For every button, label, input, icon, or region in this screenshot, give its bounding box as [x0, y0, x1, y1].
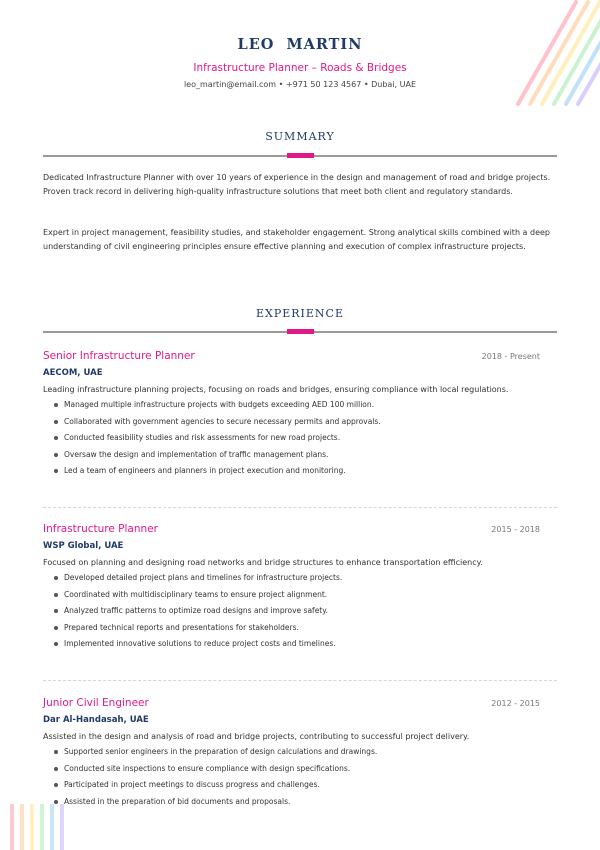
job-title: Infrastructure Planner	[43, 523, 158, 535]
job-bullet-list	[43, 397, 557, 480]
contact-info: leo_martin@email.com • +971 50 123 4567 • Dubai, UAE	[183, 80, 417, 89]
job-bullet: Conducted site inspections to ensure compliance with design specifications.	[43, 761, 557, 778]
job-headline: Infrastructure Planner – Roads & Bridges	[193, 62, 407, 74]
experience-accent-bar	[287, 329, 314, 334]
job-bullet: Oversaw the design and implementation of traffic management plans.	[43, 447, 557, 464]
candidate-name: LEO MARTIN	[237, 36, 363, 53]
job-entry	[43, 350, 557, 480]
experience-heading: EXPERIENCE	[255, 307, 345, 320]
company-name: AECOM, UAE	[43, 368, 103, 378]
job-dates: 2018 - Present	[481, 352, 540, 361]
resume-header	[0, 36, 600, 89]
job-entry	[43, 523, 557, 653]
job-bullet: Implemented innovative solutions to reduce project costs and timelines.	[43, 636, 557, 653]
job-summary: Focused on planning and designing road networks and bridge structures to enhance transportation efficiency.	[43, 558, 483, 567]
job-bullet: Coordinated with multidisciplinary teams to ensure project alignment.	[43, 587, 557, 604]
job-bullet: Prepared technical reports and presentations for stakeholders.	[43, 620, 557, 637]
company-name: Dar Al-Handasah, UAE	[43, 715, 149, 725]
job-bullet-list	[43, 744, 557, 810]
summary-heading: SUMMARY	[265, 130, 335, 143]
job-separator	[43, 680, 557, 681]
job-bullet: Analyzed traffic patterns to optimize road designs and improve safety.	[43, 603, 557, 620]
job-bullet: Conducted feasibility studies and risk assessments for new road projects.	[43, 430, 557, 447]
job-bullet: Managed multiple infrastructure projects with budgets exceeding AED 100 million.	[43, 397, 557, 414]
company-name: WSP Global, UAE	[43, 541, 124, 551]
job-dates: 2015 - 2018	[491, 525, 540, 534]
job-title: Senior Infrastructure Planner	[43, 350, 195, 362]
job-separator	[43, 507, 557, 508]
job-bullet: Collaborated with government agencies to secure necessary permits and approvals.	[43, 414, 557, 431]
job-summary: Leading infrastructure planning projects, focusing on roads and bridges, ensuring compliance with local regulations.	[43, 385, 509, 394]
job-summary: Assisted in the design and analysis of road and bridge projects, contributing to successful project delivery.	[43, 732, 470, 741]
job-bullet: Assisted in the preparation of bid documents and proposals.	[43, 794, 557, 811]
summary-accent-bar	[287, 153, 314, 158]
job-bullet-list	[43, 570, 557, 653]
summary-paragraph-2: Expert in project management, feasibility studies, and stakeholder engagement. Strong analytical skills combined with a deep understanding of civil engineering principles ensure effective planning and execution of complex infrastructure projects.	[43, 228, 551, 251]
job-bullet: Supported senior engineers in the preparation of design calculations and drawings.	[43, 744, 557, 761]
job-entry	[43, 697, 557, 810]
job-bullet: Participated in project meetings to discuss progress and challenges.	[43, 777, 557, 794]
job-dates: 2012 - 2015	[491, 699, 540, 708]
job-title: Junior Civil Engineer	[43, 697, 149, 709]
job-bullet: Led a team of engineers and planners in project execution and monitoring.	[43, 463, 557, 480]
summary-paragraph-1: Dedicated Infrastructure Planner with over 10 years of experience in the design and management of road and bridge projects. Proven track record in delivering high-quality infrastructure solutions that meet both client and regulatory standards.	[43, 173, 551, 196]
job-bullet: Developed detailed project plans and timelines for infrastructure projects.	[43, 570, 557, 587]
